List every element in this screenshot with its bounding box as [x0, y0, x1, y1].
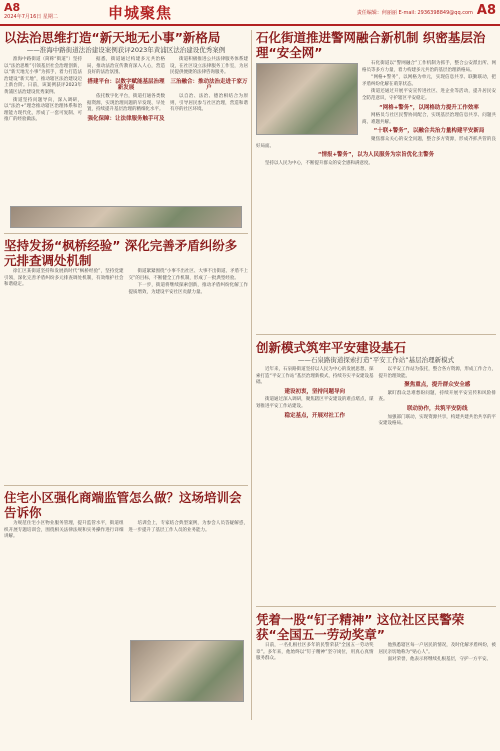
article-headline: 住宅小区强化商端监管怎么做？这场培训会告诉你: [4, 490, 242, 520]
paragraph: 以自治、法治、德治相结合为原则，引导居民参与社区治理，营造和谐有序的社区环境。: [170, 93, 248, 113]
article-police-grid: [256, 30, 496, 330]
paragraph: 街道紧紧围绕“小事不出社区、大事不出街道、矛盾不上交”的目标，不断健全工作机制，形成了一批典型经验。: [128, 269, 248, 281]
paragraph: 聚焦群众关心的安全问题，整合多方资源，形成齐抓共管的良好局面。: [256, 136, 496, 149]
paragraph: 近年来，石泉路街道坚持以人民为中心的发展思想，探索打造“平安工作站”基层治理新模式，持续夯实平安建设基础。: [256, 367, 374, 386]
article-labor-medal: [256, 612, 496, 746]
police-photo: [256, 63, 358, 135]
section-heading: 建设初衷，坚持问题导向: [284, 388, 345, 395]
section-heading: 聚焦重点，提升群众安全感: [404, 382, 471, 389]
paragraph: 淮海中路街道（简称“街道”）坚持以“法治思维”引领基层社会治理创新，以“新天地无小事”为抓手，着力打造法治建设“新天地”，推动辖区法治建设迈上新台阶。日前，该案例获评2023年黄浦区法治建设优秀案例。: [4, 57, 82, 95]
paragraph: 坚持以人民为中心，不断提升群众的安全感和满意度。: [265, 160, 373, 166]
issue-date: 2024年7月16日 星期二: [4, 14, 58, 20]
masthead: [0, 0, 500, 26]
article-headline: 石化街道推进警网融合新机制 织密基层治理“安全网”: [256, 30, 486, 60]
article-property-training: [4, 490, 248, 746]
paragraph: 他熟悉辖区每一户居民的情况，及时化解矛盾纠纷，被居民亲切地称为“贴心人”。: [378, 643, 496, 655]
article-subhead: ——淮海中路街道法治建设案例获评2023年黄浦区法治建设优秀案例: [26, 46, 226, 54]
row-divider: [256, 606, 496, 607]
paragraph: 石化街道以“警网融合”工作机制为抓手，整合公安派出所、网格员等多方力量，着力构建多元共治的基层治理新格局。: [362, 61, 496, 73]
training-photo: [130, 640, 244, 702]
row-divider: [256, 334, 496, 335]
article-subhead: ——石泉路街道探索打造“平安工作站”基层治理新模式: [297, 356, 455, 364]
section-heading: “情报+警务”，以为人民服务为宗旨优化主警务: [317, 152, 435, 159]
article-body: [256, 367, 496, 428]
paragraph: 为规范住宅小区物业服务管理，提升监管水平，街道组织开展专题培训会，围绕相关法律法规和实务操作进行详细讲解。: [4, 521, 124, 540]
page-number: A8: [4, 1, 21, 14]
editor-contact-text: 责任编辑：何丽丽 E-mail: 2936398849@qq.com: [356, 10, 473, 16]
article-fengqiao: [4, 238, 248, 478]
paragraph: 日前，一名扎根社区多年的民警荣获“全国五一劳动奖章”。多年来，他始终以“钉子精神”坚守岗位，用真心真情服务群众。: [256, 643, 374, 662]
paragraph: 依托数字化平台，街道打通各类数据资源，实现治理问题的早发现、早处置，持续提升基层治理的精细化水平。: [87, 93, 165, 113]
section-title: 申城聚焦: [108, 4, 173, 22]
article-body: [256, 643, 496, 664]
article-headline: 坚持发扬“枫桥经验” 深化完善矛盾纠纷多元排查调处机制: [4, 238, 238, 268]
article-rule-of-law: [4, 30, 248, 230]
article-body: [4, 269, 248, 296]
paragraph: 街道坚持问题导向，深入调研，以“法治+”理念推动辖区治理体系和治理能力现代化，形成了一套可复制、可推广的经验做法。: [4, 97, 82, 123]
row-divider: [4, 233, 248, 234]
paragraph: 加强部门联动，实现资源共享，构建共建共治共享的平安建设格局。: [378, 414, 496, 427]
column-divider: [251, 30, 252, 720]
section-heading: 稳定基点，开展对社工作: [284, 412, 345, 419]
article-headline: 凭着一股“钉子精神” 这位社区民警荣获“全国五一劳动奖章”: [256, 612, 465, 642]
paragraph: 紧盯群众急难愁盼问题，持续开展平安宣传和风险排查。: [378, 390, 496, 403]
paragraph: 街道还通过开展平安宣传进社区、进企业等活动，提升居民安全防范意识，守护辖区平安稳定。: [362, 89, 496, 101]
paragraph: 街道通过深入调研，聚焦辖区平安建设的难点堵点，谋划推进平安工作站建设。: [256, 397, 374, 409]
paragraph: 培训会上，专家结合典型案例，为参会人员答疑解惑，进一步提升了基层工作人员的业务能力。: [128, 521, 248, 533]
row-divider: [4, 485, 248, 486]
article-body: [4, 521, 248, 541]
paragraph: 据悉，街道通过构建多元共治格局，推动法治宣传教育深入人心，营造良好的法治氛围。: [87, 57, 165, 76]
article-photo: [10, 206, 242, 228]
page-badge: A8: [476, 3, 496, 18]
paragraph: 徐汇区某街道坚持和发展新时代“枫桥经验”，坚持党建引领，深化完善矛盾纠纷多元排查调处机制，有效维护社会和谐稳定。: [4, 269, 124, 288]
paragraph: 面对荣誉，他表示将继续扎根基层，守护一方平安。: [387, 657, 491, 663]
section-heading: 搭建平台：以数字赋能基层治理新发展: [87, 78, 165, 92]
section-heading: 三治融合：推动法治走进千家万户: [170, 78, 248, 92]
article-safety-station: [256, 340, 496, 600]
section-heading: “十联+警务”，以融合共治力量构建平安新局: [373, 128, 485, 135]
editor-contact: [357, 3, 496, 18]
section-heading: 联动协作，共筑平安防线: [406, 405, 468, 412]
article-headline: 创新模式筑牢平安建设基石: [256, 340, 407, 355]
paragraph: 下一步，街道将继续探索创新，推动矛盾纠纷化解工作提质增效，为建设平安社区贡献力量。: [128, 283, 248, 295]
section-heading: 强化保障：让法律服务触手可及: [87, 115, 165, 122]
article-body: [4, 57, 248, 124]
paragraph: 以平安工作站为依托，整合各方资源，形成工作合力，提升治理效能。: [378, 367, 496, 379]
article-headline: 以法治思维打造“新天地无小事”新格局: [4, 30, 221, 45]
paragraph: 街道积极推进公共法律服务体系建设，在社区设立法律服务工作室，为居民提供便捷的法律咨询服务。: [170, 57, 248, 76]
paragraph: 网格员与社区民警协同配合，实现基层治理信息共享、问题共商、难题共解。: [362, 113, 496, 125]
paragraph: “网格+警务”，以网格为单元，实现信息共享、联勤联动，把矛盾纠纷化解在萌芽状态。: [362, 75, 496, 87]
section-heading: “网格+警务”，以网格助力提升工作效率: [379, 104, 479, 111]
